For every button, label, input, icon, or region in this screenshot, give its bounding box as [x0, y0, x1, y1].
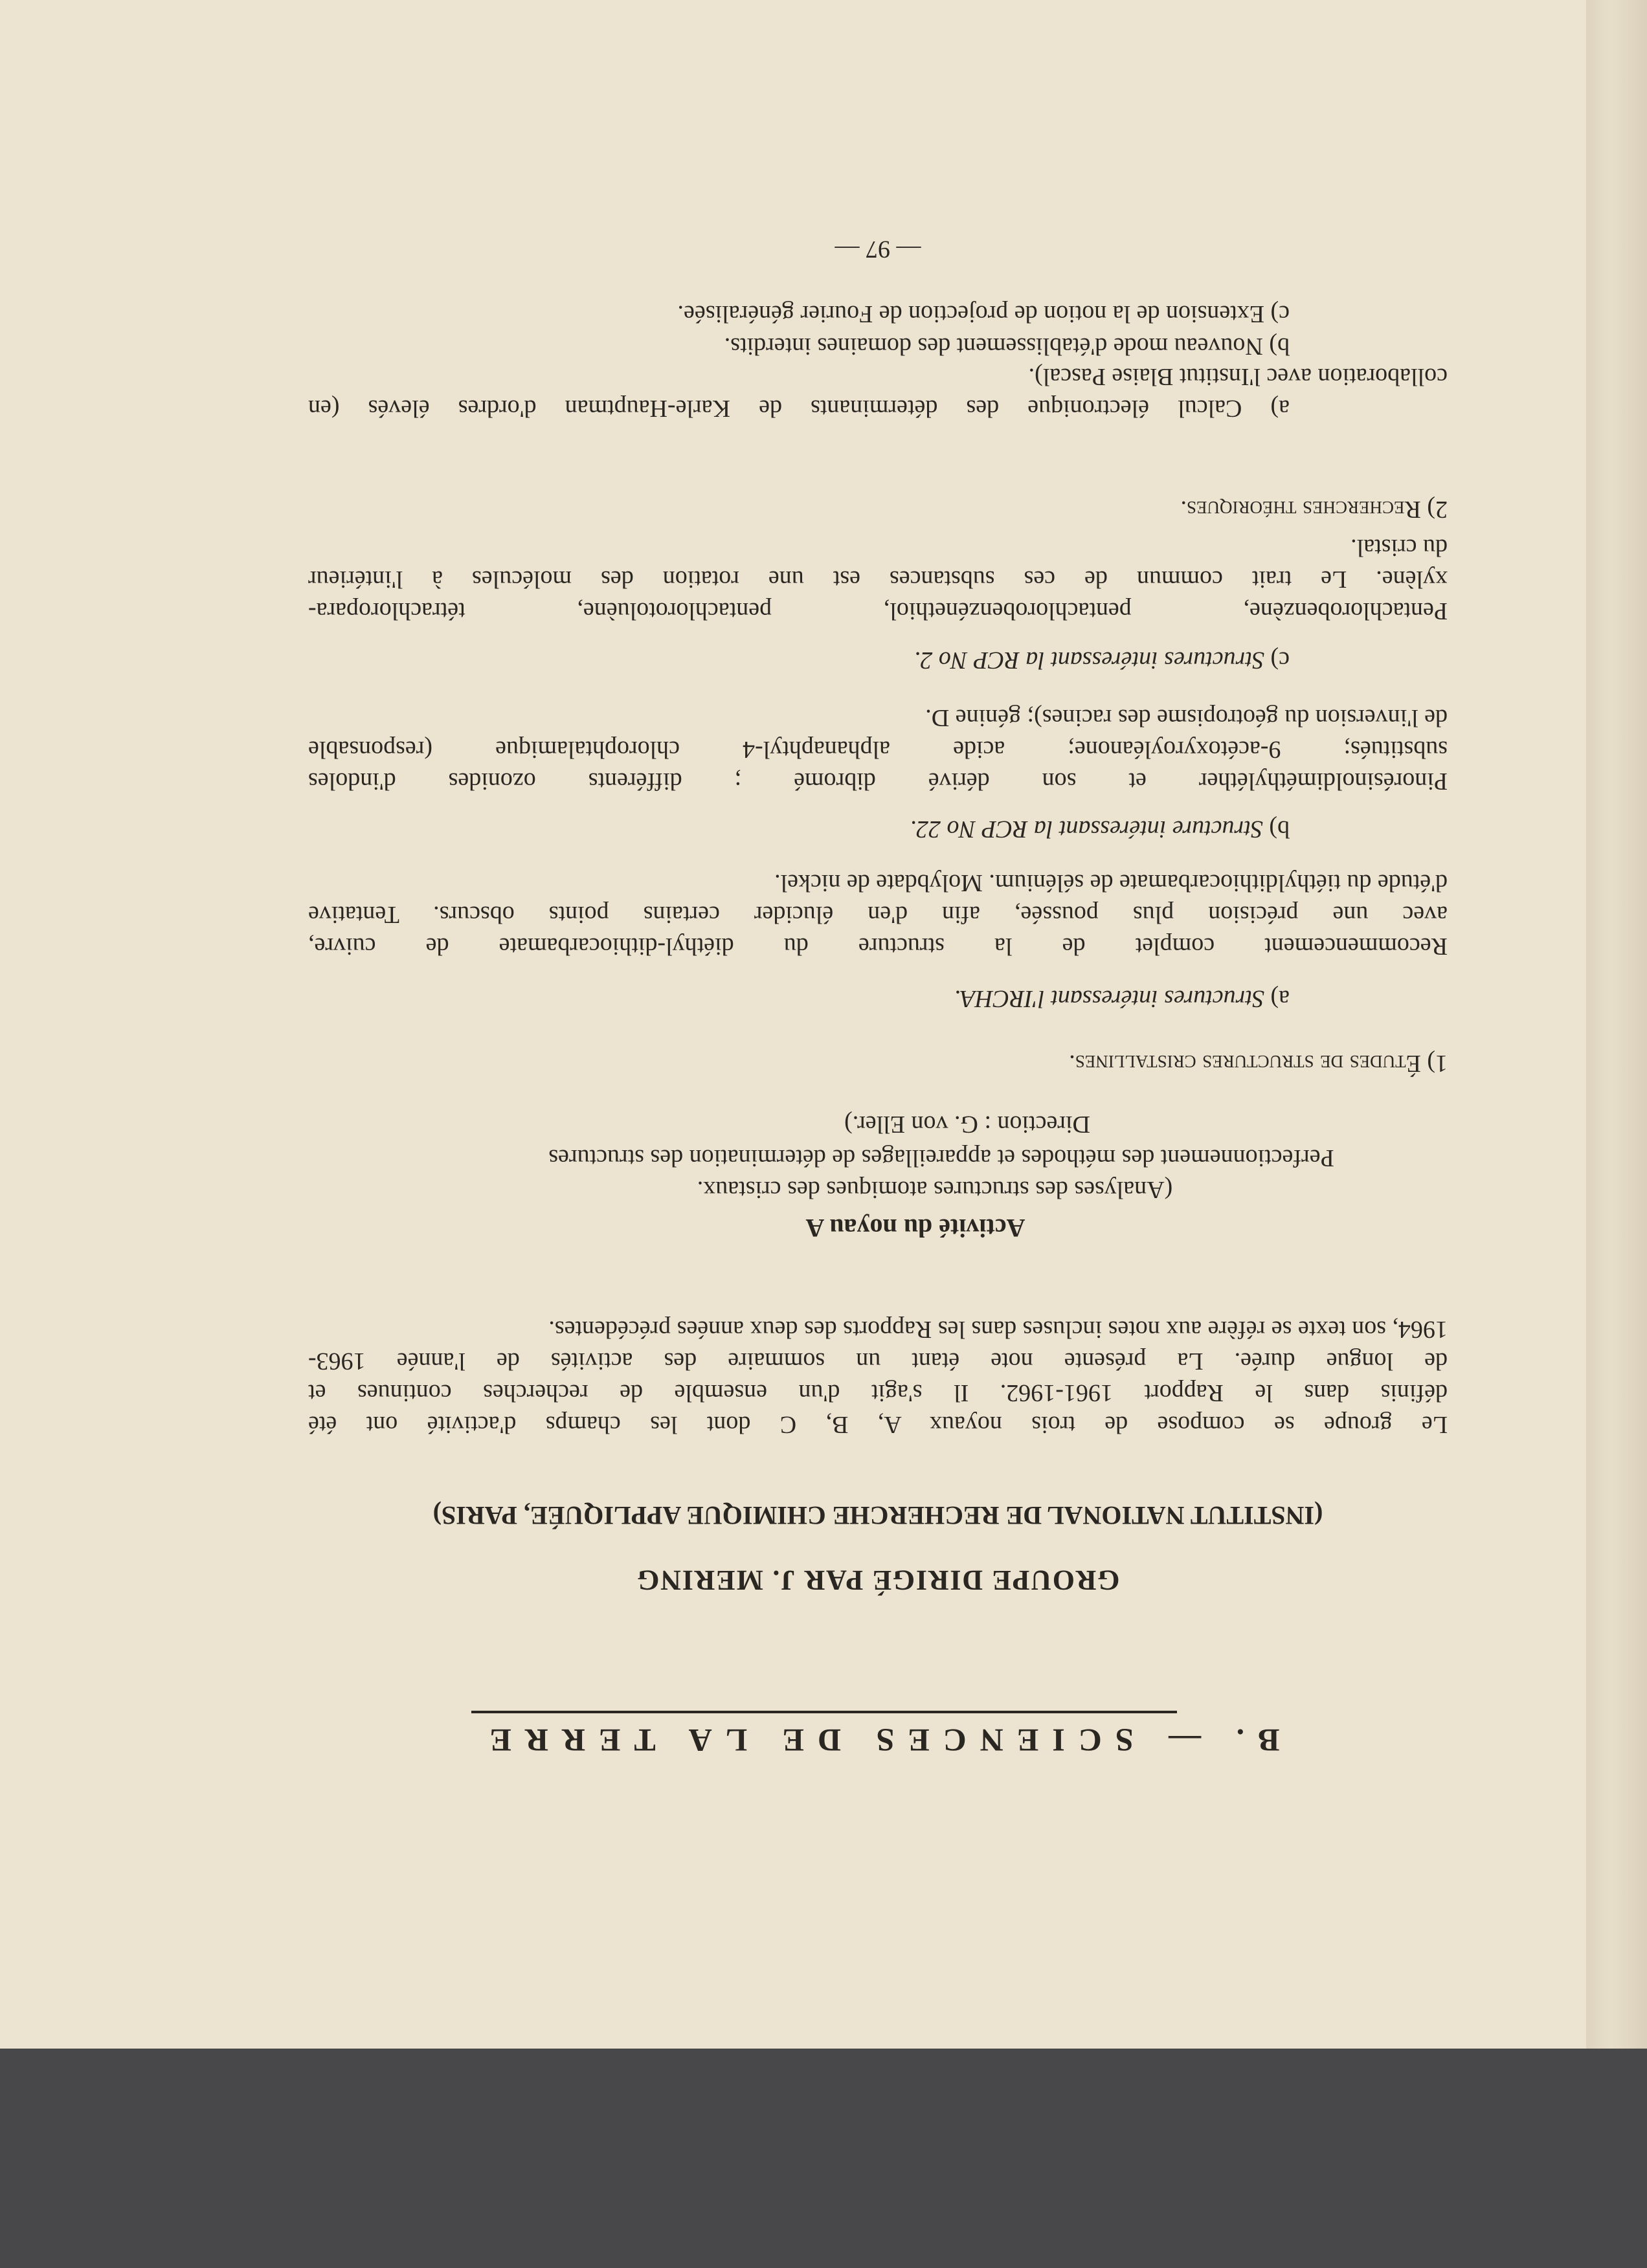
- body-line: Recommencement complet de la structure du diéthyl-dithiocarbamate de cuivre,: [308, 933, 1448, 960]
- intro-line: de longue durée. La présente note étant un sommaire des activités de l'année 1963-: [308, 1348, 1448, 1375]
- intro-line: 1964, son texte se réfère aux notes incluses dans les Rapports des deux années précédentes.: [548, 1316, 1448, 1343]
- body-line: a) Calcul électronique des déterminants de Karle-Hauptman d'ordres élevés (en: [308, 395, 1290, 422]
- item-title: Structures intéressant la RCP No 2.: [913, 647, 1264, 674]
- section-1-heading: 1) Études de structures cristallines.: [1069, 1050, 1448, 1077]
- noyau-title: Activité du noyau A: [805, 1214, 1025, 1243]
- intro-line: Le groupe se compose de trois noyaux A, B, C dont les champs d'activité ont été: [308, 1411, 1448, 1438]
- noyau-subtitle: (Analyses des structures atomiques des cristaux.: [697, 1176, 1173, 1203]
- item-title: Structure intéressant la RCP No 22.: [910, 816, 1263, 843]
- section-2-heading: 2) Recherches théoriques.: [1180, 496, 1448, 523]
- item-title: Structures intéressant l'IRCHA.: [954, 985, 1264, 1012]
- intro-line: définis dans le Rapport 1961-1962. Il s'agit d'un ensemble de recherches continues et: [308, 1379, 1448, 1406]
- item-label: a): [1270, 985, 1290, 1012]
- group-title: GROUPE DIRIGÉ PAR J. MERING: [636, 1564, 1120, 1596]
- title-rule: [471, 1711, 1177, 1713]
- subsection-c-heading: [308, 645, 1290, 676]
- body-line: xylène. Le trait commun de ces substances est une rotation des molécules à l'intérieur: [308, 566, 1448, 593]
- institute-name: (INSTITUT NATIONAL DE RECHERCHE CHIMIQUE APPLIQUÉE, PARIS): [432, 1501, 1323, 1530]
- body-line: d'étude du tiéthyldithiocarbamate de sélénium. Molybdate de nickel.: [774, 869, 1448, 896]
- section-title: B. — SCIENCES DE LA TERRE: [476, 1722, 1280, 1759]
- subsection-a-heading: [308, 983, 1290, 1014]
- body-line: collaboration avec l'Institut Blaise Pascal).: [1028, 363, 1448, 390]
- item-label: c): [1270, 647, 1290, 674]
- body-line: avec une précision plus poussée, afin d'en élucider certains points obscurs. Tentative: [308, 901, 1448, 928]
- scanner-background: [0, 2049, 1647, 2268]
- body-line: b) Nouveau mode d'établissement des domaines interdits.: [724, 333, 1290, 360]
- noyau-direction: Direction : G. von Eller.): [844, 1111, 1090, 1138]
- body-line: c) Extension de la notion de projection de Fourier généralisée.: [677, 300, 1290, 328]
- subsection-b-heading: [308, 814, 1290, 845]
- page-number: — 97 —: [835, 236, 921, 263]
- item-label: b): [1269, 816, 1290, 843]
- body-line: de l'inversion du géotropisme des racines); génine D.: [925, 704, 1448, 731]
- body-line: substitués; 9-acétoxyroyléanone; acide alphanaphtyl-4 chlorophtalamique (responsable: [308, 736, 1448, 763]
- noyau-subtitle: Perfectionnement des méthodes et appareillages de détermination des structures: [548, 1144, 1334, 1172]
- body-line: du cristal.: [1350, 534, 1448, 561]
- body-line: Pentachlorobenzène, pentachlorobenzénethiol, pentachlorotoluène, tétrachloropara-: [308, 597, 1448, 625]
- body-line: Pinorésinoldiméthyléther et son dérivé dibromé ; différents ozonides d'indoles: [308, 768, 1448, 795]
